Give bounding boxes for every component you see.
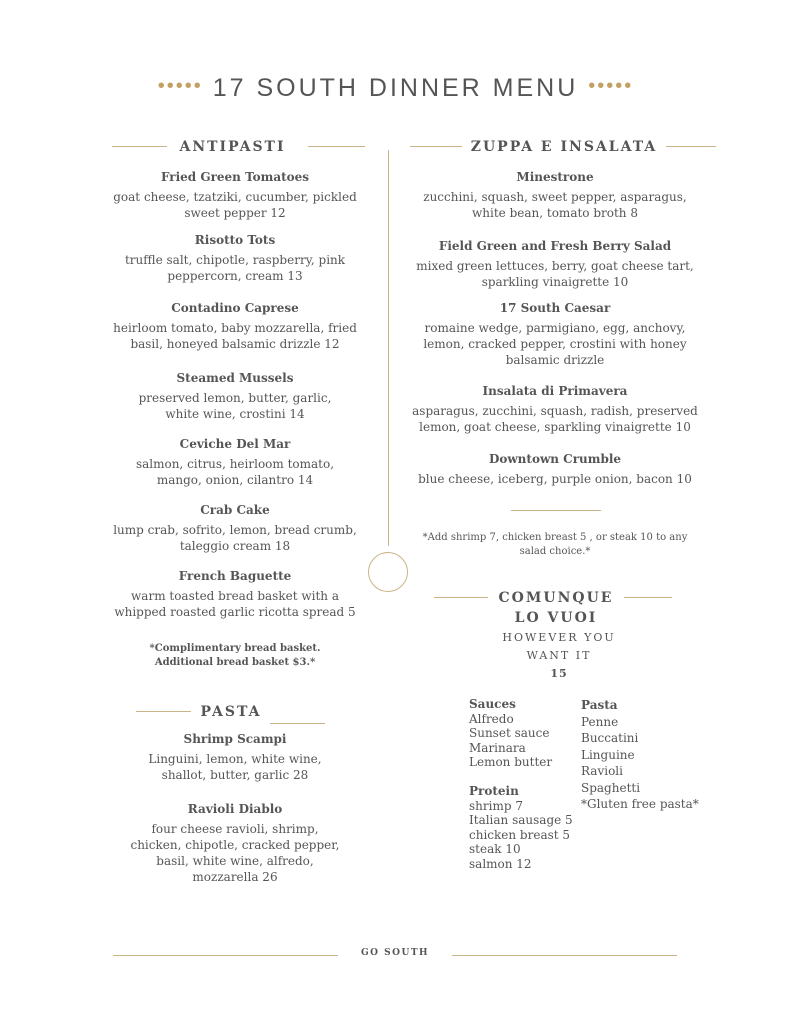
item-desc: lump crab, sofrito, lemon, bread crumb, taleggio cream 18 xyxy=(113,523,357,553)
comunque-rule-right xyxy=(624,597,672,598)
list-item: Penne xyxy=(581,714,619,729)
comunque-rule-left xyxy=(434,597,488,598)
comunque-subtitle xyxy=(480,629,638,683)
menu-item-17-south-caesar xyxy=(420,301,690,368)
menu-item-french-baguette xyxy=(110,569,360,620)
menu-item-field-green-salad xyxy=(415,239,695,290)
item-desc: warm toasted bread basket with a whipped roasted garlic ricotta spread 5 xyxy=(114,589,356,619)
list-item: salmon 12 xyxy=(469,856,532,871)
footer-text: GO SOUTH xyxy=(360,948,430,958)
list-item: Spaghetti xyxy=(581,780,641,795)
item-desc: romaine wedge, parmigiano, egg, anchovy, lemon, cracked pepper, crostini with honey balsamic drizzle xyxy=(423,321,687,367)
list-item: Marinara xyxy=(469,740,526,755)
item-desc: heirloom tomato, baby mozzarella, fried basil, honeyed balsamic drizzle 12 xyxy=(113,321,357,351)
menu-item-contadino-caprese xyxy=(100,301,370,352)
comunque-price: 15 xyxy=(550,667,568,680)
menu-item-fried-green-tomatoes xyxy=(110,170,360,221)
footer-rule-left xyxy=(113,955,338,956)
comunque-heading xyxy=(490,588,622,628)
menu-item-risotto-tots xyxy=(110,233,360,284)
center-divider-top xyxy=(388,150,389,546)
item-desc: goat cheese, tzatziki, cucumber, pickled sweet pepper 12 xyxy=(113,190,357,220)
footer-rule-right xyxy=(452,955,677,956)
item-name: 17 South Caesar xyxy=(499,301,611,315)
bread-basket-note xyxy=(120,642,350,670)
item-desc: preserved lemon, butter, garlic, white wine, crostini 14 xyxy=(138,391,332,421)
pasta-options-list xyxy=(581,697,711,813)
comunque-heading-line2: LO VUOI xyxy=(514,610,598,626)
subtitle-line1: HOWEVER YOU xyxy=(502,631,616,644)
list-item: shrimp 7 xyxy=(469,798,523,813)
item-name: Risotto Tots xyxy=(194,233,276,247)
item-desc: blue cheese, iceberg, purple onion, bacon 10 xyxy=(418,472,692,486)
zuppa-rule-right xyxy=(666,146,716,147)
pasta-heading: PASTA xyxy=(200,704,262,720)
list-item: *Gluten free pasta* xyxy=(581,797,699,811)
pasta-options-heading: Pasta xyxy=(581,698,618,712)
item-name: Minestrone xyxy=(516,170,594,184)
list-item: Sunset sauce xyxy=(469,726,550,740)
item-desc: Linguini, lemon, white wine, shallot, butter, garlic 28 xyxy=(148,752,322,782)
title-dots-left: ••••• xyxy=(157,75,203,97)
list-item: Linguine xyxy=(581,747,635,762)
item-desc: salmon, citrus, heirloom tomato, mango, onion, cilantro 14 xyxy=(135,457,335,487)
menu-item-minestrone xyxy=(420,170,690,221)
item-desc: four cheese ravioli, shrimp, chicken, chipotle, cracked pepper, basil, white wine, alfredo, mozzarella 26 xyxy=(130,822,340,884)
list-item: steak 10 xyxy=(469,842,521,856)
protein-heading: Protein xyxy=(469,784,519,798)
menu-item-downtown-crumble xyxy=(410,452,700,487)
page-title: 17 SOUTH DINNER MENU xyxy=(212,74,579,102)
sauces-heading: Sauces xyxy=(469,697,516,711)
list-item: Lemon butter xyxy=(469,755,553,769)
item-name: Insalata di Primavera xyxy=(482,384,628,398)
sauces-list xyxy=(469,697,579,770)
menu-item-insalata-di-primavera xyxy=(410,384,700,435)
subtitle-line2: WANT IT xyxy=(526,649,592,662)
pasta-rule-right xyxy=(270,723,325,724)
item-name: Field Green and Fresh Berry Salad xyxy=(438,239,672,253)
antipasti-rule-right xyxy=(308,146,365,147)
item-name: Contadino Caprese xyxy=(171,301,299,315)
list-item: Alfredo xyxy=(469,711,514,726)
menu-item-ravioli-diablo xyxy=(125,802,345,885)
protein-list xyxy=(469,784,584,871)
title-dots-right: ••••• xyxy=(588,75,634,97)
menu-item-ceviche-del-mar xyxy=(120,437,350,488)
item-name: Steamed Mussels xyxy=(176,371,294,385)
comunque-heading-line1: COMUNQUE xyxy=(498,590,614,606)
note-line: *Complimentary bread basket. xyxy=(149,643,321,654)
item-desc: truffle salt, chipotle, raspberry, pink peppercorn, cream 13 xyxy=(124,253,346,283)
salad-addon-note: *Add shrimp 7, chicken breast 5 , or steak 10 to any salad choice.* xyxy=(422,532,688,557)
zuppa-heading: ZUPPA E INSALATA xyxy=(470,139,658,155)
menu-item-crab-cake xyxy=(108,503,362,554)
center-ornament-circle xyxy=(368,552,408,592)
item-name: Shrimp Scampi xyxy=(183,732,287,746)
item-desc: zucchini, squash, sweet pepper, asparagus, white bean, tomato broth 8 xyxy=(423,190,687,220)
menu-title xyxy=(0,74,791,103)
list-item: chicken breast 5 xyxy=(469,827,571,842)
item-name: French Baguette xyxy=(178,569,292,583)
list-item: Italian sausage 5 xyxy=(469,813,573,827)
menu-item-shrimp-scampi xyxy=(135,732,335,783)
antipasti-rule-left xyxy=(112,146,167,147)
menu-item-steamed-mussels xyxy=(120,371,350,422)
item-name: Ceviche Del Mar xyxy=(179,437,291,451)
item-name: Fried Green Tomatoes xyxy=(160,170,310,184)
item-desc: asparagus, zucchini, squash, radish, preserved lemon, goat cheese, sparkling vinaigrette 10 xyxy=(412,404,698,434)
pasta-rule-left xyxy=(136,711,191,712)
item-name: Downtown Crumble xyxy=(488,452,622,466)
salad-note-rule xyxy=(511,510,601,511)
item-name: Ravioli Diablo xyxy=(187,802,283,816)
list-item: Buccatini xyxy=(581,731,639,745)
zuppa-rule-left xyxy=(410,146,462,147)
item-desc: mixed green lettuces, berry, goat cheese tart, sparkling vinaigrette 10 xyxy=(416,259,694,289)
item-name: Crab Cake xyxy=(200,503,270,517)
list-item: Ravioli xyxy=(581,764,623,778)
antipasti-heading: ANTIPASTI xyxy=(179,139,286,155)
note-line: Additional bread basket $3.* xyxy=(154,657,316,668)
